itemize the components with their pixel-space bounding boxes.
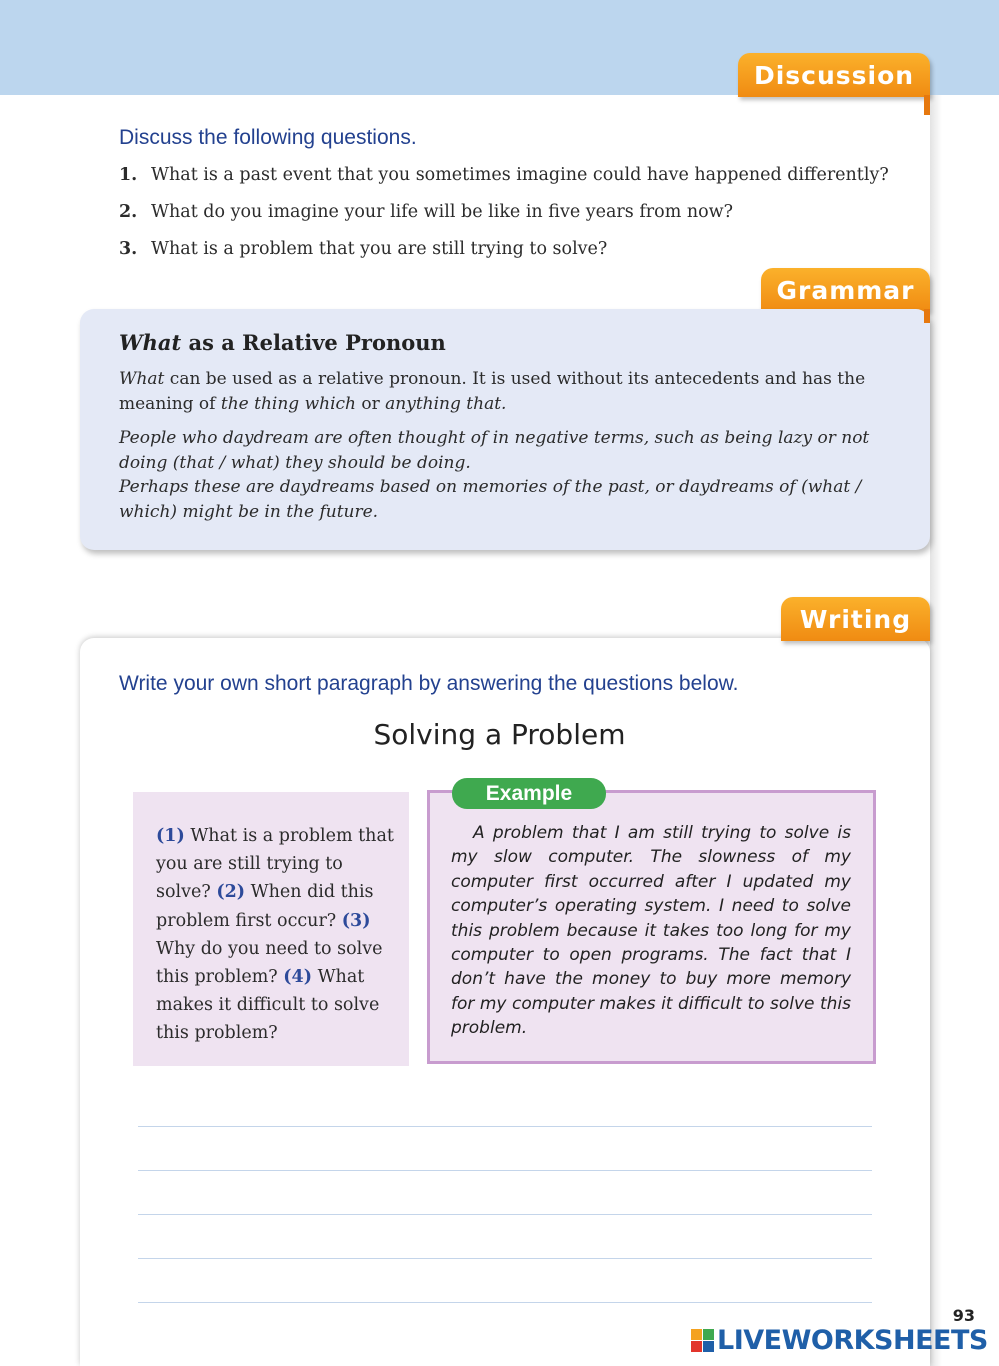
grammar-example-2: Perhaps these are daydreams based on memories of the past, or daydreams of (what / which) might be in the future.	[119, 477, 862, 522]
grammar-title	[119, 330, 446, 355]
question-text: What is a past event that you sometimes imagine could have happened differently?	[151, 165, 889, 185]
answer-input-3[interactable]	[138, 1181, 872, 1213]
discussion-tab	[738, 53, 930, 97]
writing-tab	[781, 597, 930, 641]
grammar-tab-label: Grammar	[776, 275, 915, 305]
example-paragraph: A problem that I am still trying to solve is my slow computer. The slowness of my computer first occurred after I updated my computer’s operating system. I need to solve this problem because it takes too long for my computer to open programs. The fact that I don’t have the money to buy more memory for my computer makes it difficult to solve this problem.	[451, 823, 851, 1039]
writing-heading: Write your own short paragraph by answering the questions below.	[119, 672, 739, 695]
answer-line	[138, 1302, 872, 1303]
prompt-question: When did this problem first occur?	[156, 882, 374, 931]
answer-input-2[interactable]	[138, 1137, 872, 1169]
example-badge: Example	[452, 778, 606, 809]
prompt-question: What makes it difficult to solve this problem?	[156, 967, 380, 1044]
answer-line	[138, 1126, 872, 1127]
discussion-question	[119, 165, 919, 202]
question-number: 3.	[119, 239, 138, 259]
answer-line	[138, 1258, 872, 1259]
grammar-tab-tail	[924, 309, 930, 323]
answer-line	[138, 1170, 872, 1171]
grammar-desc-part2: or	[355, 393, 386, 414]
question-text: What do you imagine your life will be like in five years from now?	[151, 202, 734, 222]
answer-line	[138, 1214, 872, 1215]
grammar-box	[80, 309, 930, 550]
writing-tab-label: Writing	[799, 604, 912, 634]
grammar-tab	[761, 268, 930, 312]
page-number: 93	[952, 1306, 975, 1325]
prompt-question: What is a problem that you are still trying to solve?	[156, 826, 394, 903]
prompt-number: (1)	[156, 826, 185, 846]
grammar-title-italic: What	[119, 330, 182, 355]
grammar-desc-part1: can be used as a relative pronoun. It is used without its antecedents and has the meaning of	[119, 369, 866, 414]
grammar-desc-phrase2: anything that.	[385, 393, 507, 414]
answer-input-5[interactable]	[138, 1269, 872, 1301]
prompt-number: (2)	[216, 882, 246, 903]
question-number: 2.	[119, 202, 138, 222]
question-number: 1.	[119, 165, 138, 185]
discussion-question-list	[119, 165, 919, 276]
grammar-example-1: People who daydream are often thought of in negative terms, such as being lazy or not doing (that / what) they should be doing.	[119, 428, 870, 473]
liveworksheets-logo[interactable]	[691, 1325, 988, 1356]
grammar-examples	[119, 426, 899, 524]
grammar-description	[119, 367, 899, 416]
liveworksheets-grid-icon	[691, 1329, 714, 1352]
discussion-tab-label: Discussion	[753, 60, 915, 90]
answer-input-4[interactable]	[138, 1225, 872, 1257]
liveworksheets-logo-text: LIVEWORKSHEETS	[717, 1325, 988, 1356]
discussion-heading: Discuss the following questions.	[119, 126, 417, 149]
grammar-title-rest: as a Relative Pronoun	[181, 330, 446, 355]
prompt-number: (4)	[283, 967, 312, 988]
prompt-text	[156, 822, 396, 1048]
grammar-desc-phrase1: the thing which	[220, 393, 356, 414]
question-text: What is a problem that you are still trying to solve?	[151, 239, 608, 259]
discussion-question	[119, 202, 919, 239]
prompt-number: (3)	[341, 910, 371, 931]
grammar-desc-word: What	[119, 369, 165, 389]
writing-title: Solving a Problem	[373, 718, 626, 751]
prompt-question: Why do you need to solve this problem?	[156, 938, 383, 988]
answer-input-1[interactable]	[138, 1093, 872, 1125]
discussion-tab-tail	[924, 95, 930, 115]
prompt-box	[133, 792, 409, 1066]
